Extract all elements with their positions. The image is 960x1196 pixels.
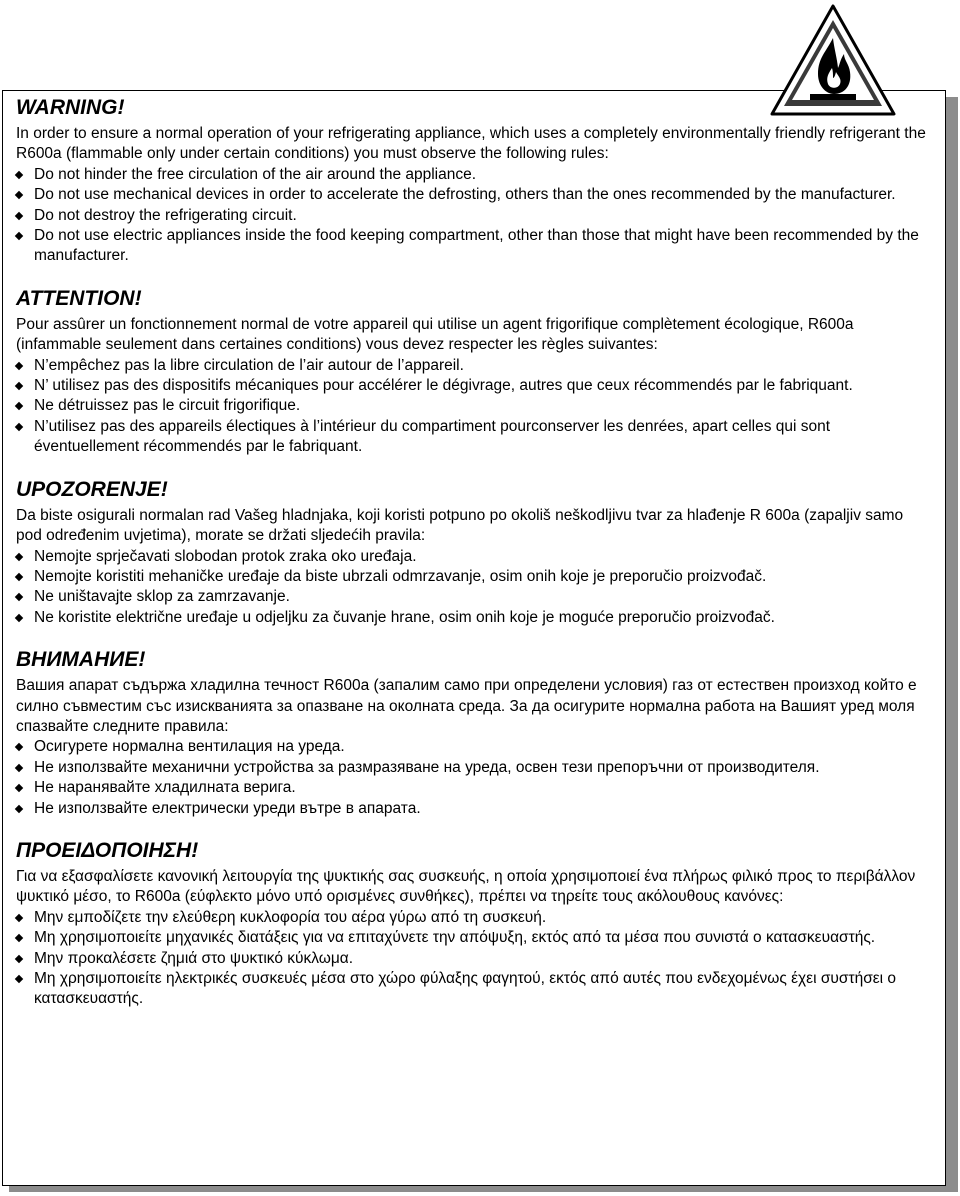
section-intro: Για να εξασφαλίσετε κανονική λειτουργία της ψυκτικής σας συσκευής, η οποία χρησιμοποιεί ένα πλήρως φιλικό προς το περιβάλλον ψυκτικό μέσο, το R600a (εύφλεκτο μόνο υπό ορισμένες συνθήκες), πρέπει να τηρείτε τους ακόλουθους κανόνες: [16,867,916,906]
bullet-icon [15,361,23,369]
section-bulgarian [16,648,930,819]
rules-list [16,737,930,819]
section-english [16,96,930,267]
section-croatian [16,478,930,628]
bullet-icon [15,382,23,390]
list-item: Осигурете нормална вентилация на уреда. [16,737,930,757]
list-item: N’ utilisez pas des dispositifs mécaniques pour accélérer le dégivrage, autres que ceux récommendés par le fabriquant. [16,376,930,396]
bullet-icon [15,593,23,601]
section-intro: Pour assûrer un fonctionnement normal de votre appareil qui utilise un agent frigorifique complètement écologique, R600a (infammable seulement dans certaines conditions) vous devez respecter les règles suivantes: [16,315,854,354]
bullet-icon [15,934,23,942]
bullet-icon [15,232,23,240]
bullet-icon [15,804,23,812]
list-item: Не наранявайте хладилната верига. [16,778,930,798]
list-item: Do not hinder the free circulation of the air around the appliance. [16,165,930,185]
section-heading: ATTENTION! [16,286,142,310]
section-heading: WARNING! [16,96,125,119]
bullet-icon [15,784,23,792]
bullet-icon [15,743,23,751]
bullet-icon [15,573,23,581]
rules-list [16,165,930,267]
list-item: Ne uništavajte sklop za zamrzavanje. [16,587,930,607]
bullet-icon [15,191,23,199]
list-item: Μη χρησιμοποιείτε μηχανικές διατάξεις για να επιταχύνετε την απόψυξη, εκτός από τα μέσα που συνιστά ο κατασκευαστής. [16,928,930,948]
bullet-icon [15,552,23,560]
section-greek [16,839,930,1010]
list-item: Do not use mechanical devices in order to accelerate the defrosting, others than the ones recommended by the manufacturer. [16,185,930,205]
list-item: Ne détruissez pas le circuit frigorifique. [16,396,930,416]
list-item: Ne koristite električne uređaje u odjeljku za čuvanje hrane, osim onih koje je moguće preporučio proizvođač. [16,608,930,628]
list-item: Μην εμποδίζετε την ελεύθερη κυκλοφορία του αέρα γύρω από τη συσκευή. [16,908,930,928]
bullet-icon [15,211,23,219]
rules-list [16,908,930,1010]
bullet-icon [15,171,23,179]
section-intro: Вашия апарат съдържа хладилна течност R600a (запалим само при определени условия) газ от естествен произход който е силно съвместим със изискванията за опазване на околната среда. За да осигурите нормална работа на Вашият уред моля спазвайте следните правила: [16,677,917,735]
list-item: Не използвайте механични устройства за размразяване на уреда, освен тези препоръчни от производителя. [16,758,930,778]
list-item: Do not destroy the refrigerating circuit. [16,206,930,226]
bullet-icon [15,613,23,621]
list-item: N’empêchez pas la libre circulation de l’air autour de l’appareil. [16,356,930,376]
section-intro: Da biste osigurali normalan rad Vašeg hladnjaka, koji koristi potpuno po okoliš neškodljivu tvar za hlađenje R 600a (zapaljiv samo pod određenim uvjetima), morate se držati sljedećih pravila: [16,506,904,545]
rules-list [16,356,930,458]
list-item: Μην προκαλέσετε ζημιά στο ψυκτικό κύκλωμα. [16,949,930,969]
section-heading: ВНИМАНИЕ! [16,648,146,672]
bullet-icon [15,914,23,922]
bullet-icon [15,423,23,431]
section-heading: UPOZORENJE! [16,477,168,501]
bullet-icon [15,402,23,410]
bullet-icon [15,975,23,983]
list-item: N’utilisez pas des appareils électiques à l’intérieur du compartiment pourconserver les denrées, apart celles qui sont éventuellement récommendés par le fabriquant. [16,417,930,458]
list-item: Nemojte sprječavati slobodan protok zraka oko uređaja. [16,547,930,567]
bullet-icon [15,764,23,772]
section-heading: ΠΡΟΕΙΔΟΠΟΙΗΣΗ! [16,838,199,862]
section-french [16,287,930,458]
document-content [16,96,930,1010]
rules-list [16,547,930,629]
list-item: Nemojte koristiti mehaničke uređaje da biste ubrzali odmrzavanje, osim onih koje je preporučio proizvođač. [16,567,930,587]
list-item: Μη χρησιμοποιείτε ηλεκτρικές συσκευές μέσα στο χώρο φύλαξης φαγητού, εκτός από αυτές που ενδεχομένως έχει συστήσει ο κατασκευαστής. [16,969,930,1010]
list-item: Не използвайте електрически уреди вътре в апарата. [16,799,930,819]
section-intro: In order to ensure a normal operation of your refrigerating appliance, which uses a completely environmentally friendly refrigerant the R600a (flammable only under certain conditions) you must observe the following rules: [16,125,926,163]
list-item: Do not use electric appliances inside the food keeping compartment, other than those that might have been recommended by the manufacturer. [16,226,930,267]
bullet-icon [15,954,23,962]
flammable-warning-icon [768,2,898,118]
